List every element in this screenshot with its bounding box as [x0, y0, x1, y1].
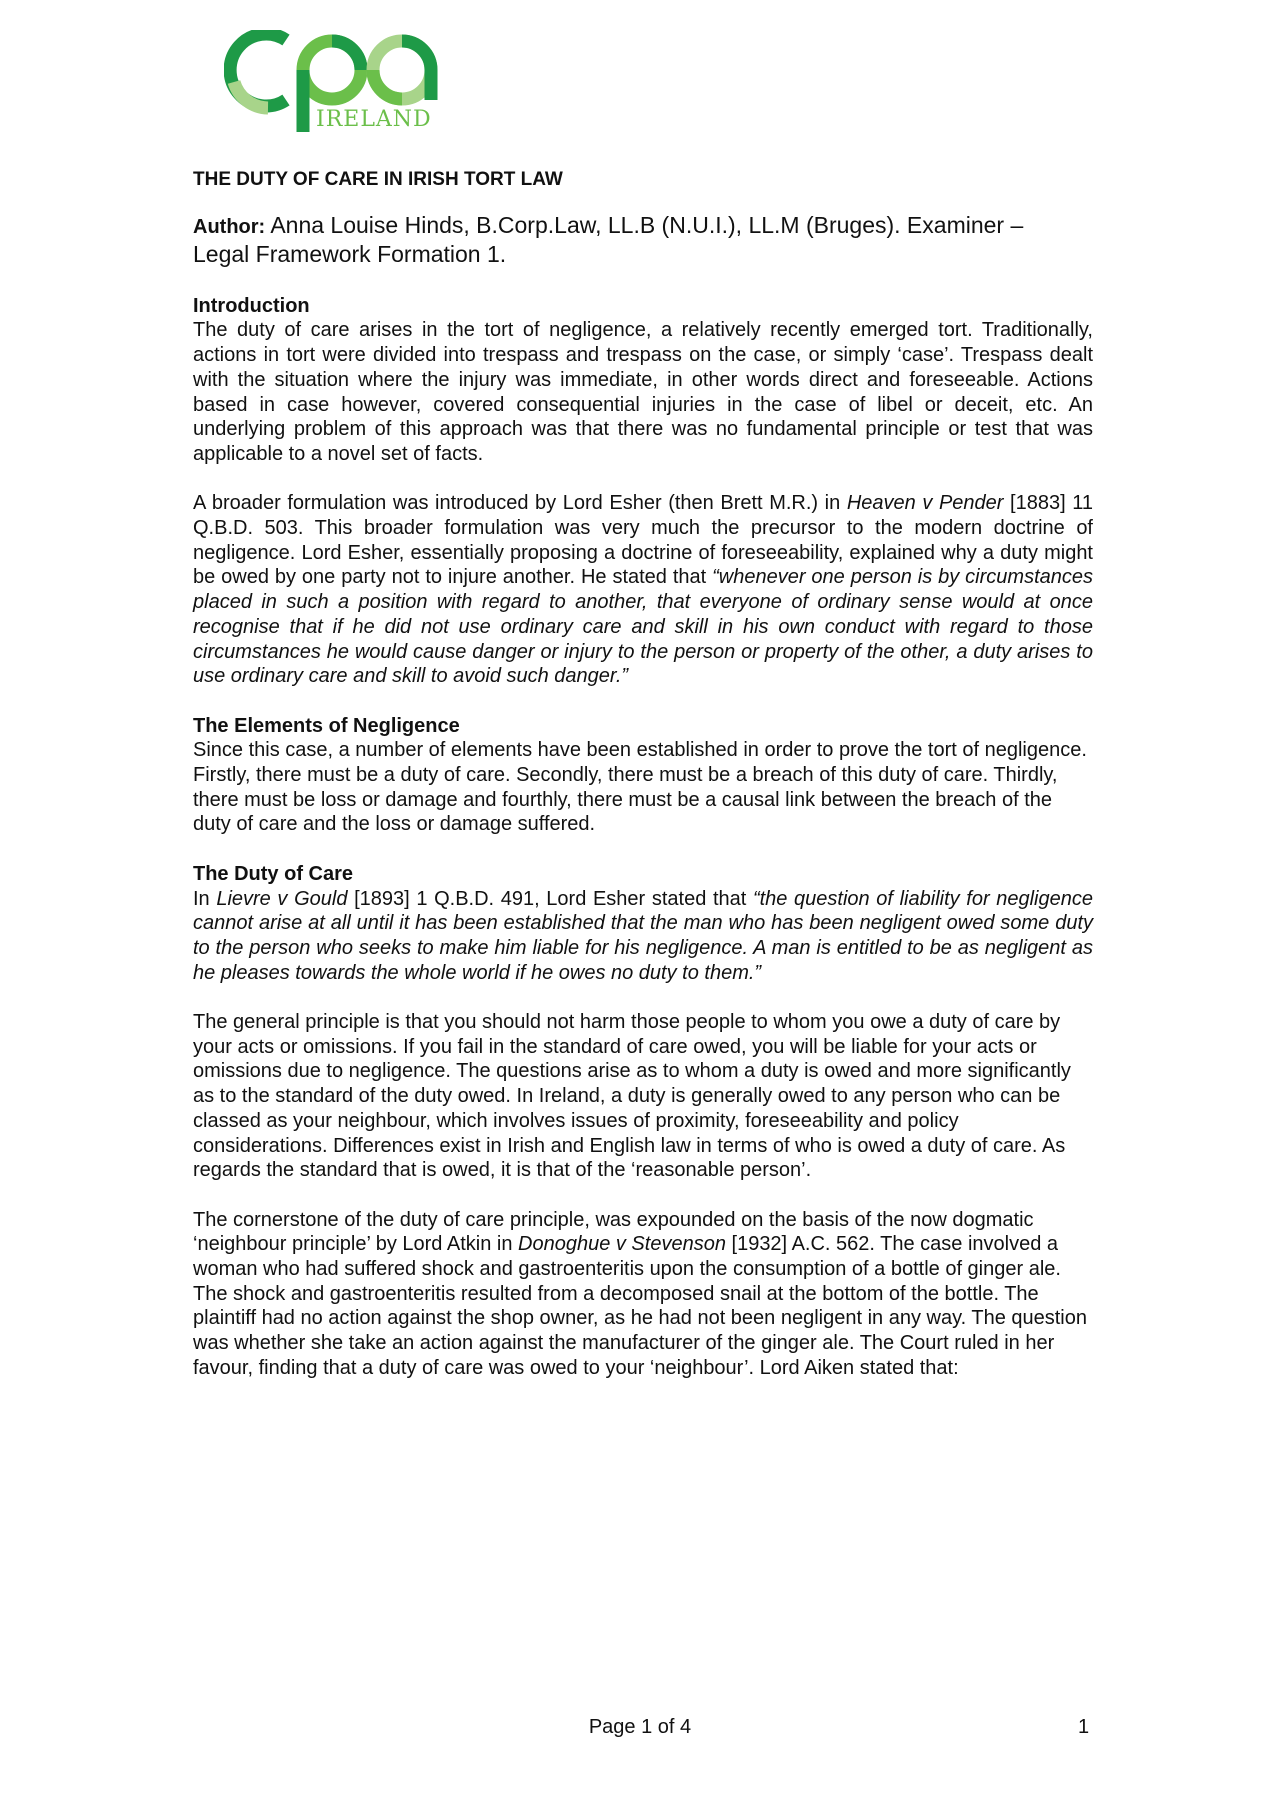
author-role: Legal Framework Formation 1. — [193, 240, 507, 267]
author-label: Author: — [193, 215, 266, 238]
case-name-donoghue-v-stevenson: Donoghue v Stevenson — [518, 1233, 726, 1256]
quote-lord-esher-lievre: “the question of liability for negligence cannot arise at all until it has been established that the man who has been negligent owed some duty to the person who seeks to make him liable for his negligence. A man is entitled to be as negligent as he pleases towards the whole world if he owes no duty to them.” — [193, 887, 1093, 984]
paragraph-text: [1893] 1 Q.B.D. 491, Lord Esher stated that — [347, 887, 753, 910]
author-credentials: Anna Louise Hinds, B.Corp.Law, LL.B (N.U.I.), LL.M (Bruges). Examiner – — [265, 211, 1024, 238]
paragraph-intro-1: The duty of care arises in the tort of negligence, a relatively recently emerged tort. Traditionally, actions in tort were divided into trespass and trespass on the case, or simply ‘case’. Trespass dealt with the situation where the injury was immediate, in other words direct and foreseeable. Actions based in case however, covered consequential injuries in the case of libel or deceit, etc. An underlying problem of this approach was that there was no fundamental principle or test that was applicable to a novel set of facts. — [193, 319, 1093, 465]
paragraph-duty-1 — [193, 887, 1093, 986]
paragraph-text: [1883] 11 Q.B.D. 503. This broader formulation was very much the precursor to the modern doctrine of negligence. Lord Esher, essentially proposing a doctrine of foreseeability, explained why a duty might be owed by one party not to injure another. He stated that — [193, 492, 1093, 589]
section-heading-elements: The Elements of Negligence — [193, 714, 460, 737]
paragraph-duty-2: The general principle is that you should not harm those people to whom you owe a duty of care by your acts or omissions. If you fail in the standard of care owed, you will be liable for your acts or omissions due to negligence. The questions arise as to whom a duty is owed and more significantly as to the standard of the duty owed. In Ireland, a duty is generally owed to any person who can be classed as your neighbour, which involves issues of proximity, foreseeability and policy considerations. Differences exist in Irish and English law in terms of who is owed a duty of care. As regards the standard that is owed, it is that of the ‘reasonable person’. — [193, 1011, 1071, 1182]
document-body — [193, 168, 1093, 1405]
page-footer-label: Page 1 of 4 — [588, 1716, 692, 1738]
paragraph-text: In — [193, 887, 217, 910]
page-number: 1 — [1078, 1716, 1090, 1738]
document-title: THE DUTY OF CARE IN IRISH TORT LAW — [193, 169, 563, 190]
author-line — [193, 212, 1093, 268]
paragraph-text: [1932] A.C. 562. The case involved a woman who had suffered shock and gastroenteritis upon the consumption of a bottle of ginger ale. The shock and gastroenteritis resulted from a decomposed snail at the bottom of the bottle. The plaintiff had no action against the shop owner, as he had not been negligent in any way. The question was whether she take an action against the manufacturer of the ginger ale. The Court ruled in her favour, finding that a duty of care was owed to your ‘neighbour’. Lord Aiken stated that: — [193, 1233, 1087, 1379]
quote-lord-esher-heaven: “whenever one person is by circumstances placed in such a position with regard to another, that everyone of ordinary sense would at once recognise that if he did not use ordinary care and skill in his own conduct with regard to those circumstances he would cause danger or injury to the person or property of the other, a duty arises to use ordinary care and skill to avoid such danger.” — [193, 566, 1093, 688]
paragraph-elements-1: Since this case, a number of elements have been established in order to prove the tort of negligence. Firstly, there must be a duty of care. Secondly, there must be a breach of this duty of care. Thirdly, there must be loss or damage and fourthly, there must be a causal link between the breach of the duty of care and the loss or damage suffered. — [193, 739, 1087, 836]
paragraph-text: The cornerstone of the duty of care principle, was expounded on the basis of the now dogmatic ‘neighbour principle’ by Lord Atkin in — [193, 1208, 1034, 1256]
paragraph-duty-3 — [193, 1208, 1093, 1381]
logo-wordmark: IRELAND — [316, 107, 432, 132]
paragraph-text: A broader formulation was introduced by Lord Esher (then Brett M.R.) in — [193, 492, 847, 515]
case-name-lievre-v-gould: Lievre v Gould — [216, 887, 348, 910]
case-name-heaven-v-pender: Heaven v Pender — [846, 492, 1004, 515]
section-heading-introduction: Introduction — [193, 294, 310, 317]
section-heading-duty-of-care: The Duty of Care — [193, 862, 354, 885]
paragraph-intro-2 — [193, 491, 1093, 689]
